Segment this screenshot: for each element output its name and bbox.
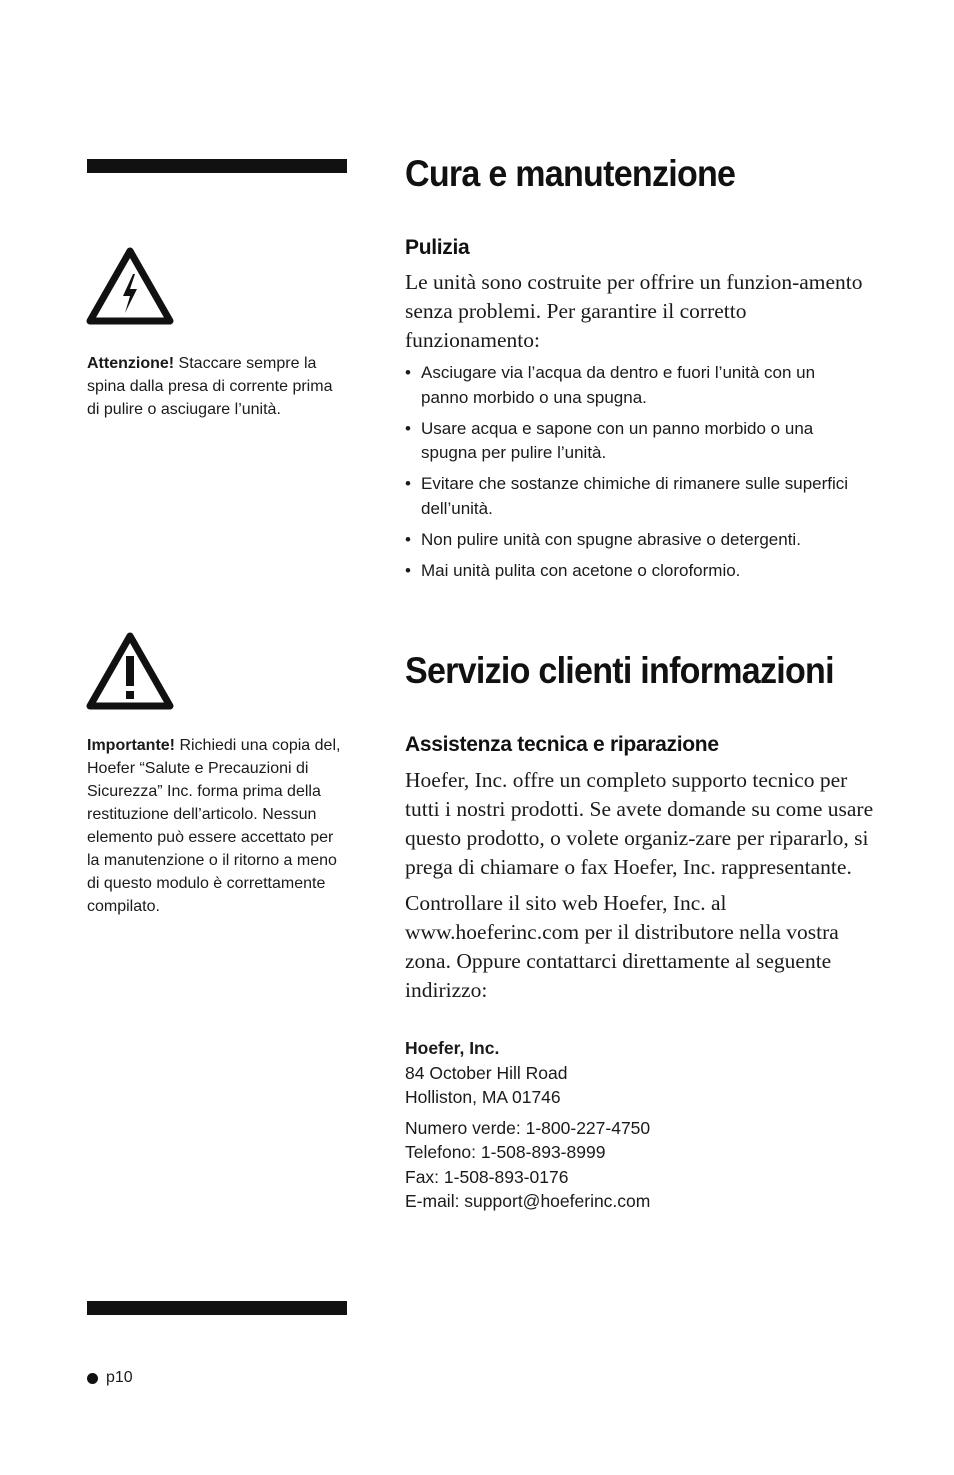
cleaning-intro: Le unità sono costruite per offrire un funzion-amento senza problemi. Per garantire il corretto funzionamento: bbox=[405, 270, 863, 352]
cleaning-block bbox=[405, 236, 875, 590]
service-title: Servizio clienti informazioni bbox=[405, 650, 834, 691]
email-address[interactable]: E-mail: support@hoeferinc.com bbox=[405, 1191, 651, 1211]
important-note bbox=[87, 734, 342, 918]
important-label: Importante! bbox=[87, 737, 175, 754]
support-subtitle: Assistenza tecnica e riparazione bbox=[405, 733, 719, 756]
important-text: Richiedi una copia del, Hoefer “Salute e Precauzioni di Sicurezza” Inc. forma prima della restituzione dell’articolo. Nessun elemento può essere accettato per la manutenzione o il ritorno a meno di questo modulo è correttamente compilato. bbox=[87, 737, 341, 915]
warning-note bbox=[87, 352, 342, 421]
cleaning-subtitle: Pulizia bbox=[405, 236, 470, 259]
exclamation-warning-icon bbox=[86, 632, 174, 710]
page-footer bbox=[87, 1368, 133, 1388]
care-title: Cura e manutenzione bbox=[405, 153, 736, 194]
cleaning-list bbox=[405, 361, 865, 583]
page-number: p10 bbox=[106, 1369, 133, 1386]
list-item: • Evitare che sostanze chimiche di rimanere sulle superfici dell’unità. bbox=[405, 472, 865, 521]
list-item: • Usare acqua e sapone con un panno morbido o una spugna per pulire l’unità. bbox=[405, 417, 865, 466]
electrical-hazard-icon bbox=[86, 247, 174, 325]
warning-text: Staccare sempre la spina dalla presa di corrente prima di pulire o asciugare l’unità. bbox=[87, 355, 333, 418]
list-item: • Mai unità pulita con acetone o cloroformio. bbox=[405, 559, 865, 584]
contact-block bbox=[405, 1116, 875, 1214]
company-name: Hoefer, Inc. bbox=[405, 1038, 500, 1058]
list-item: • Non pulire unità con spugne abrasive o detergenti. bbox=[405, 528, 865, 553]
fax-number: Fax: 1-508-893-0176 bbox=[405, 1166, 569, 1187]
support-paragraph: Hoefer, Inc. offre un completo supporto tecnico per tutti i nostri prodotti. Se avete domande su come usare questo prodotto, o volete organiz-zare per ripararlo, si prega di chiamare o fax Hoefer, Inc. rappresentante. bbox=[405, 768, 874, 879]
top-rule bbox=[87, 159, 347, 173]
website-paragraph: Controllare il sito web Hoefer, Inc. al www.hoeferinc.com per il distributore nella vostra zona. Oppure contattarci direttamente al seguente indirizzo: bbox=[405, 891, 839, 1002]
street-address: 84 October Hill Road bbox=[405, 1062, 568, 1083]
support-block bbox=[405, 733, 875, 1214]
phone-number: Telefono: 1-508-893-8999 bbox=[405, 1142, 606, 1162]
care-section bbox=[405, 153, 875, 195]
bottom-rule bbox=[87, 1301, 347, 1315]
list-item: • Asciugare via l’acqua da dentro e fuori l’unità con un panno morbido o una spugna. bbox=[405, 361, 865, 410]
address-block bbox=[405, 1036, 875, 1110]
warning-label: Attenzione! bbox=[87, 355, 175, 372]
service-section bbox=[405, 650, 875, 692]
bullet-dot-icon bbox=[87, 1373, 98, 1384]
toll-free-number: Numero verde: 1-800-227-4750 bbox=[405, 1117, 651, 1138]
city-address: Holliston, MA 01746 bbox=[405, 1087, 561, 1107]
